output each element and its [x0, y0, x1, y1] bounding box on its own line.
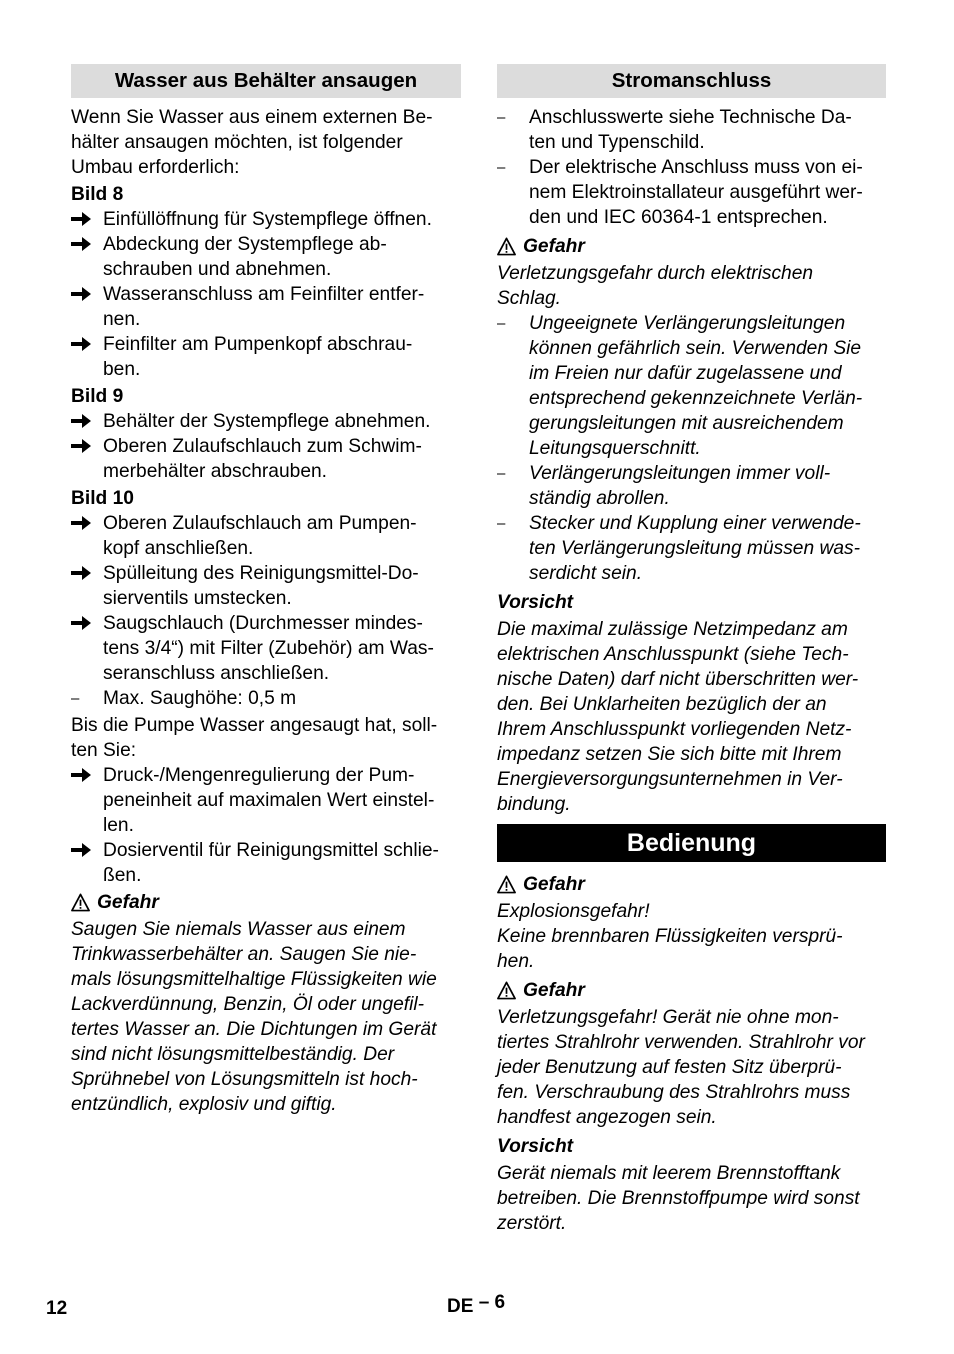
- step-list-bild8: [71, 207, 461, 382]
- dash-item: – Ungeeignete Verlängerungsleitungen können gefährlich sein. Verwenden Sie im Freien nur dafür zugelassene und entsprechend gekennzeichnete Verlän- gerungsleitungen mit ausreichendem Leitungsquerschnitt.: [497, 313, 863, 459]
- arrow-right-icon: [71, 282, 95, 308]
- caution-heading: Vorsicht: [497, 1136, 574, 1157]
- warning-triangle-icon: [71, 893, 90, 912]
- page-number: 12: [46, 1298, 68, 1319]
- danger-heading: Gefahr: [497, 234, 886, 259]
- warning-triangle-icon: [497, 237, 516, 256]
- language-code: DE: [447, 1296, 474, 1317]
- right-column: [497, 64, 886, 1236]
- dash-bullet: –: [497, 315, 506, 332]
- danger-heading: Gefahr: [497, 872, 886, 897]
- dash-item: – Stecker und Kupplung einer verwende- ten Verlängerungsleitung müssen was- serdicht sein.: [497, 513, 861, 584]
- arrow-right-icon: [71, 332, 95, 358]
- figure-label-bild9: Bild 9: [71, 386, 124, 407]
- dash-item: – Max. Saughöhe: 0,5 m: [71, 688, 297, 709]
- language-page-marker: [447, 1292, 506, 1318]
- dash-bullet: –: [497, 515, 506, 532]
- arrow-right-icon: [71, 434, 95, 460]
- dash-bullet: –: [71, 690, 80, 707]
- arrow-right-icon: [71, 232, 95, 258]
- arrow-right-icon: [71, 561, 95, 587]
- step-item: Druck-/Mengenregulierung der Pum- peneinheit auf maximalen Wert einstel- len.: [71, 763, 461, 838]
- dash-item: – Verlängerungsleitungen immer voll- ständig abrollen.: [497, 463, 831, 509]
- dash-item: – Der elektrische Anschluss muss von ei- nem Elektroinstallateur ausgeführt wer- den und IEC 60364-1 entsprechen.: [497, 157, 863, 228]
- danger-list: [497, 311, 886, 586]
- step-item: Oberen Zulaufschlauch am Pumpen- kopf anschließen.: [71, 511, 461, 561]
- figure-label-bild10: Bild 10: [71, 488, 134, 509]
- section-heading-operation: Bedienung: [497, 824, 886, 862]
- figure-label-bild8: Bild 8: [71, 184, 124, 205]
- dash-bullet: –: [497, 465, 506, 482]
- caution-text: Gerät niemals mit leerem Brennstofftank betreiben. Die Brennstoffpumpe wird sonst zerstört.: [497, 1163, 860, 1234]
- step-item: Dosierventil für Reinigungsmittel schlie- ßen.: [71, 838, 461, 888]
- section-heading-power: Stromanschluss: [497, 64, 886, 98]
- step-item: Saugschlauch (Durchmesser mindes- tens 3/4“) mit Filter (Zubehör) am Was- seranschluss anschließen.: [71, 611, 461, 686]
- arrow-right-icon: [71, 511, 95, 537]
- arrow-right-icon: [71, 611, 95, 637]
- section-heading-water-intake: Wasser aus Behälter ansaugen: [71, 64, 461, 98]
- step-item: Spülleitung des Reinigungsmittel-Do- sierventils umstecken.: [71, 561, 461, 611]
- arrow-right-icon: [71, 763, 95, 789]
- step-list-bild9: [71, 409, 461, 484]
- arrow-right-icon: [71, 409, 95, 435]
- step-item: Oberen Zulaufschlauch zum Schwim- merbehälter abschrauben.: [71, 434, 461, 484]
- power-list: [497, 105, 886, 230]
- left-column: [71, 64, 461, 1117]
- arrow-right-icon: [71, 838, 95, 864]
- pump-paragraph: Bis die Pumpe Wasser angesaugt hat, soll- ten Sie:: [71, 715, 438, 761]
- step-list-bild10: [71, 511, 461, 711]
- step-item: Behälter der Systempflege abnehmen.: [71, 409, 461, 434]
- danger-text: Verletzungsgefahr! Gerät nie ohne mon- tiertes Strahlrohr verwenden. Strahlrohr vor jeder Benutzung auf festen Sitz überprü- fen. Verschraubung des Strahlrohrs muss handfest angezogen sein.: [497, 1007, 865, 1128]
- step-item: Einfüllöffnung für Systempflege öffnen.: [71, 207, 461, 232]
- warning-triangle-icon: [497, 875, 516, 894]
- step-item: Abdeckung der Systempflege ab- schrauben und abnehmen.: [71, 232, 461, 282]
- dash-bullet: –: [497, 159, 506, 176]
- caution-text: Die maximal zulässige Netzimpedanz am elektrischen Anschlusspunkt (siehe Tech- nische Daten) darf nicht überschritten wer- den. Bei Unklarheiten bezüglich der an Ihrem Anschlusspunkt vorliegenden Netz- impedanz setzen Sie sich bitte mit Ihrem Energieversorgungsunternehmen in Ver- bindung.: [497, 619, 859, 815]
- danger-text: Explosionsgefahr! Keine brennbaren Flüssigkeiten versprü- hen.: [497, 901, 843, 972]
- intro-paragraph: Wenn Sie Wasser aus einem externen Be- hälter ansaugen möchten, ist folgender Umbau erforderlich:: [71, 107, 433, 178]
- warning-triangle-icon: [497, 981, 516, 1000]
- danger-heading: Gefahr: [497, 978, 886, 1003]
- language-page-number: – 6: [478, 1292, 506, 1313]
- dash-item: – Anschlusswerte siehe Technische Da- ten und Typenschild.: [497, 107, 852, 153]
- step-item: Feinfilter am Pumpenkopf abschrau- ben.: [71, 332, 461, 382]
- danger-heading: Gefahr: [71, 890, 461, 915]
- danger-intro: Verletzungsgefahr durch elektrischen Schlag.: [497, 263, 814, 309]
- step-list-pump: [71, 763, 461, 888]
- caution-heading: Vorsicht: [497, 592, 574, 613]
- dash-bullet: –: [497, 109, 506, 126]
- danger-text: Saugen Sie niemals Wasser aus einem Trinkwasserbehälter an. Saugen Sie nie- mals lösungsmittelhaltige Flüssigkeiten wie Lackverdünnung, Benzin, Öl oder ungefil- tertes Wasser an. Die Dichtungen im Gerät sind nicht lösungsmittelbeständig. Der Sprühnebel von Lösungsmitteln ist hoch- entzündlich, explosiv und giftig.: [71, 919, 437, 1115]
- arrow-right-icon: [71, 207, 95, 233]
- step-item: Wasseranschluss am Feinfilter entfer- nen.: [71, 282, 461, 332]
